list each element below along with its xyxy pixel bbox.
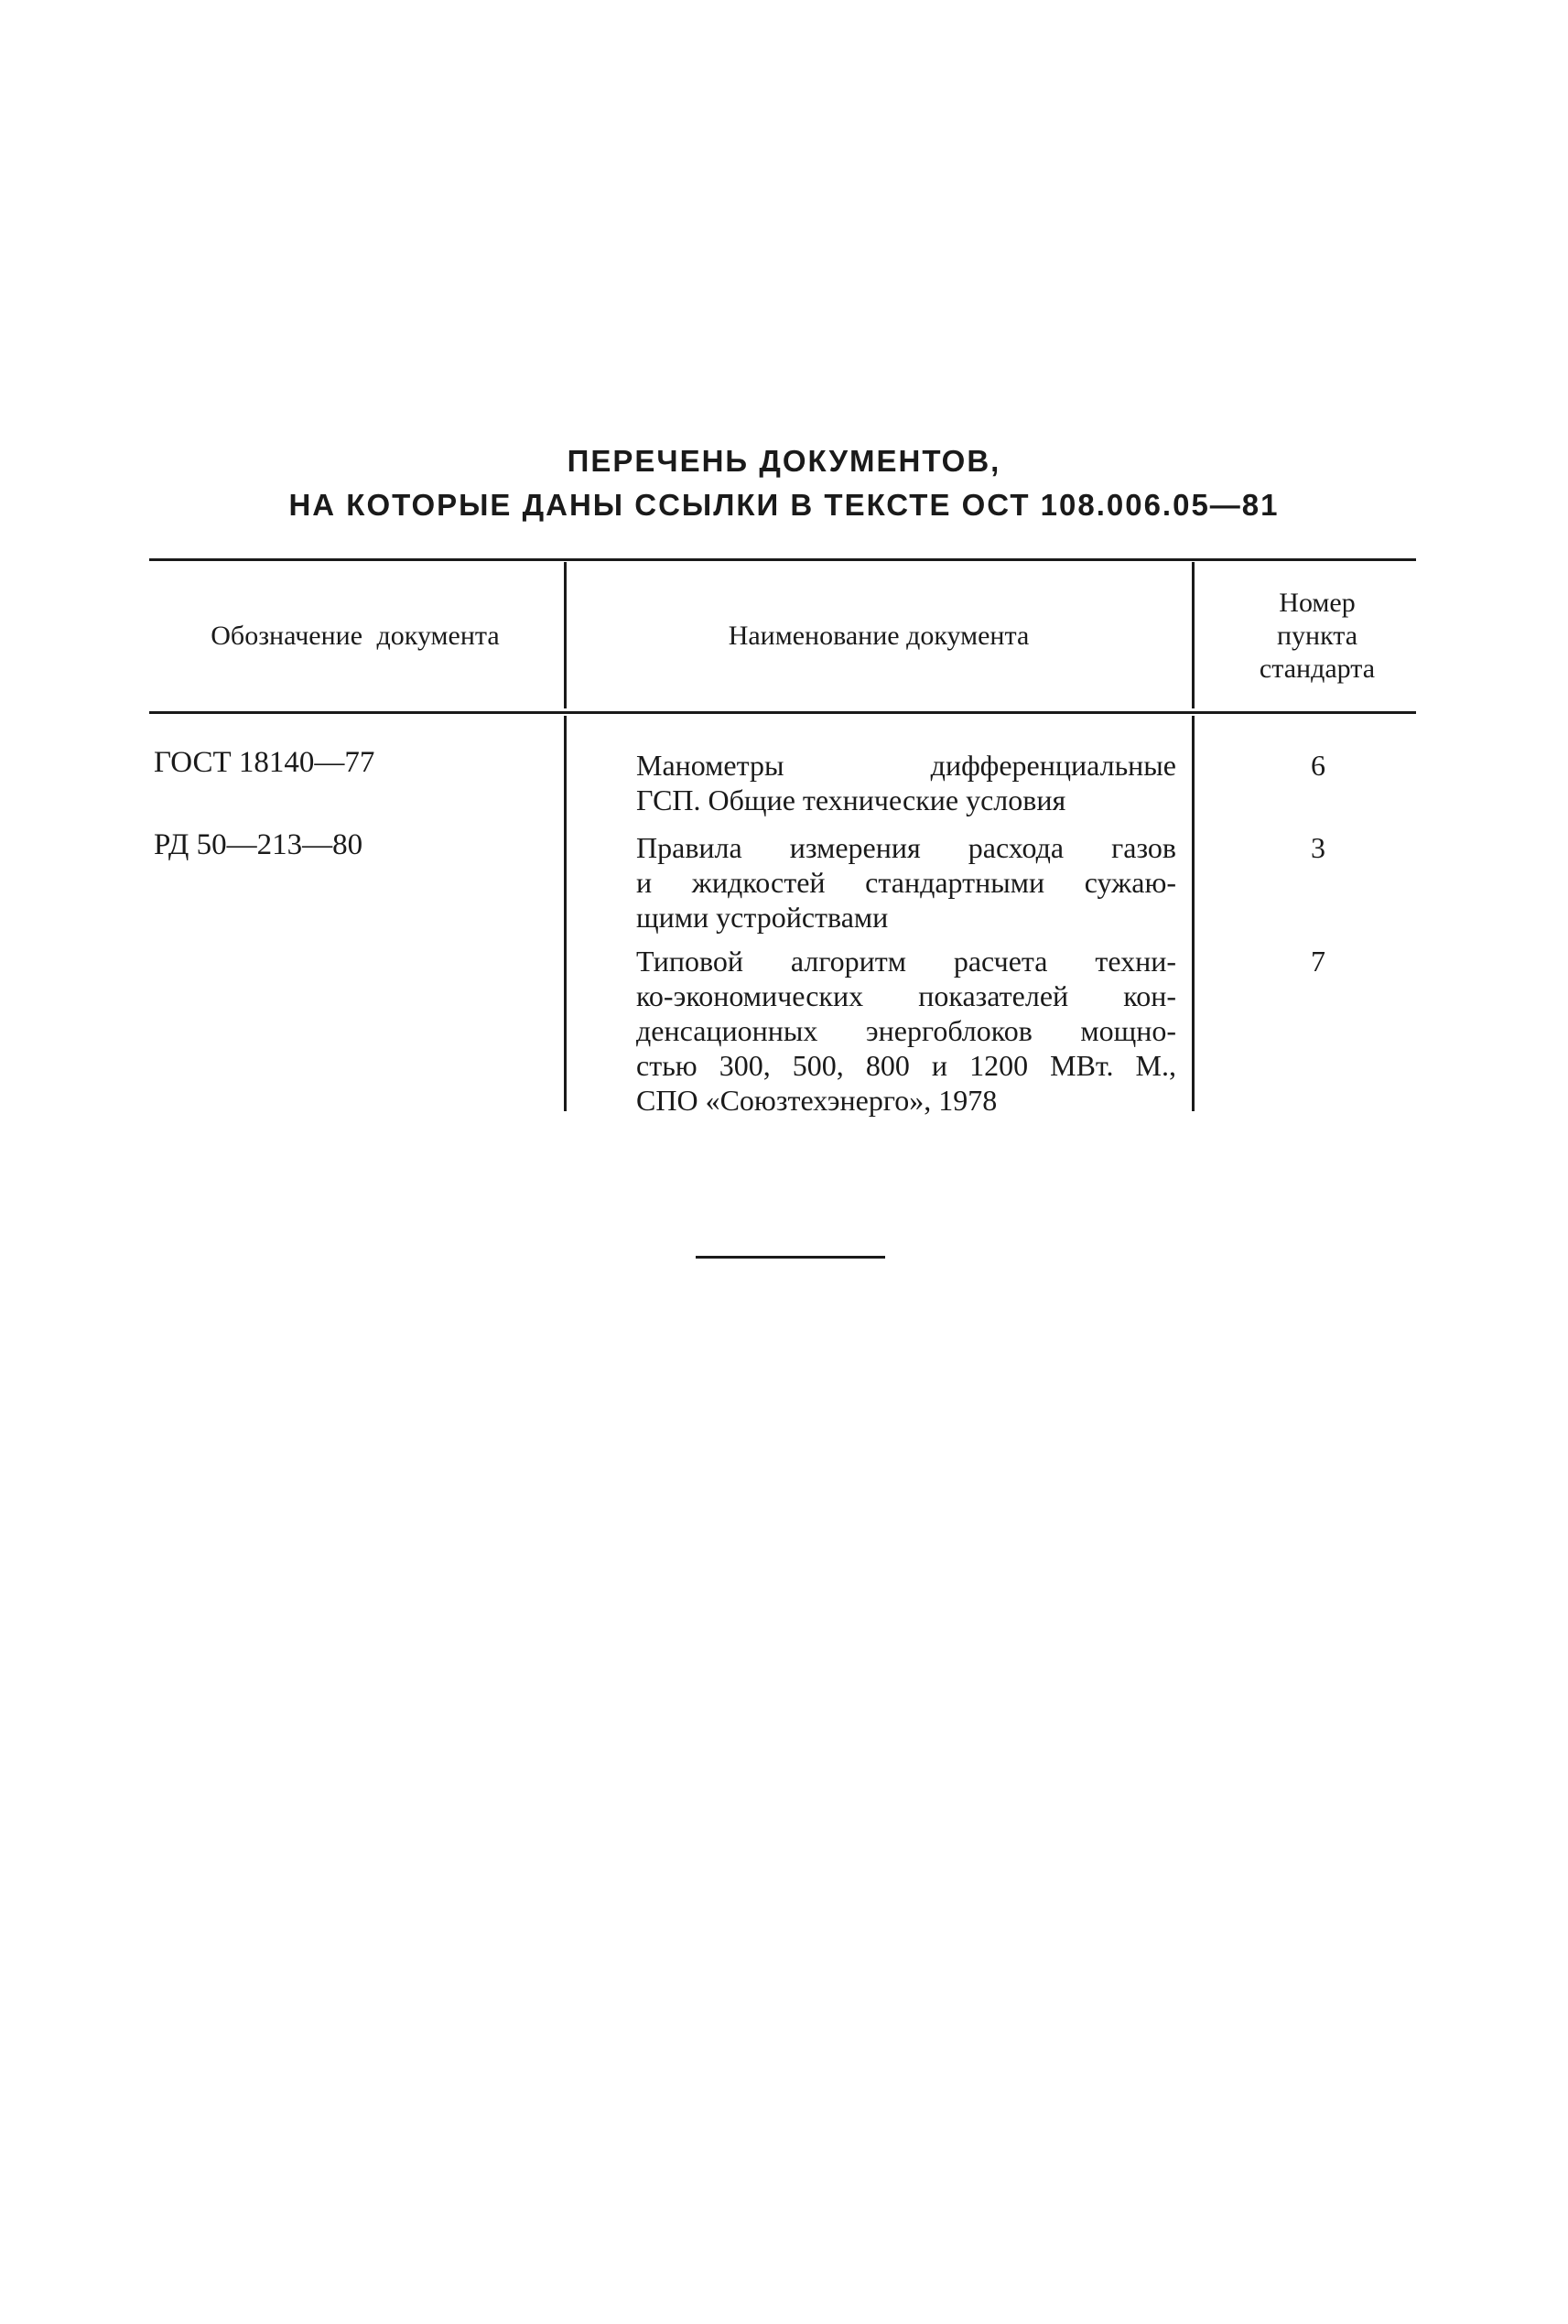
row-1-designation: ГОСТ 18140—77 (154, 746, 375, 779)
column-separator-body-2 (1192, 716, 1195, 1111)
column-separator-body-1 (564, 716, 567, 1111)
row-1-name (636, 748, 1176, 817)
row-3-name-line: СПО «Союзтехэнерго», 1978 (636, 1084, 998, 1117)
row-2-number: 3 (1311, 831, 1325, 864)
end-rule (696, 1256, 885, 1259)
table-header-rule (149, 711, 1416, 714)
table-top-rule (149, 558, 1416, 561)
row-2-name-line: и жидкостей стандартными сужаю- (636, 866, 1176, 899)
document-title-line1: ПЕРЕЧЕНЬ ДОКУМЕНТОВ, (567, 444, 1001, 478)
header-number-line1: Номер (1279, 588, 1356, 618)
column-separator-header-2 (1192, 562, 1195, 708)
row-1-number: 6 (1311, 749, 1325, 782)
document-title-line2: НА КОТОРЫЕ ДАНЫ ССЫЛКИ В ТЕКСТЕ ОСТ 108.006.05—81 (288, 488, 1280, 522)
header-number-line3: стандарта (1259, 654, 1376, 684)
row-2-name-line: щими устройствами (636, 901, 889, 934)
row-3-name-line: Типовой алгоритм расчета техни- (636, 945, 1176, 978)
header-name: Наименование документа (728, 621, 1030, 651)
row-1-name-line: Манометры дифференциальные (636, 749, 1176, 782)
row-3-number: 7 (1311, 945, 1325, 978)
row-3-name-line: стью 300, 500, 800 и 1200 МВт. М., (636, 1049, 1176, 1082)
row-3-name-line: денсационных энергоблоков мощно- (636, 1014, 1176, 1047)
row-3-name (636, 944, 1176, 1118)
header-number-line2: пункта (1276, 621, 1358, 651)
row-1-name-line: ГСП. Общие технические условия (636, 784, 1066, 816)
row-2-designation: РД 50—213—80 (154, 828, 363, 861)
header-designation: Обозначение документа (211, 621, 500, 651)
row-2-name-line: Правила измерения расхода газов (636, 831, 1176, 864)
column-separator-header-1 (564, 562, 567, 708)
row-2-name (636, 830, 1176, 935)
row-3-name-line: ко-экономических показателей кон- (636, 979, 1176, 1012)
